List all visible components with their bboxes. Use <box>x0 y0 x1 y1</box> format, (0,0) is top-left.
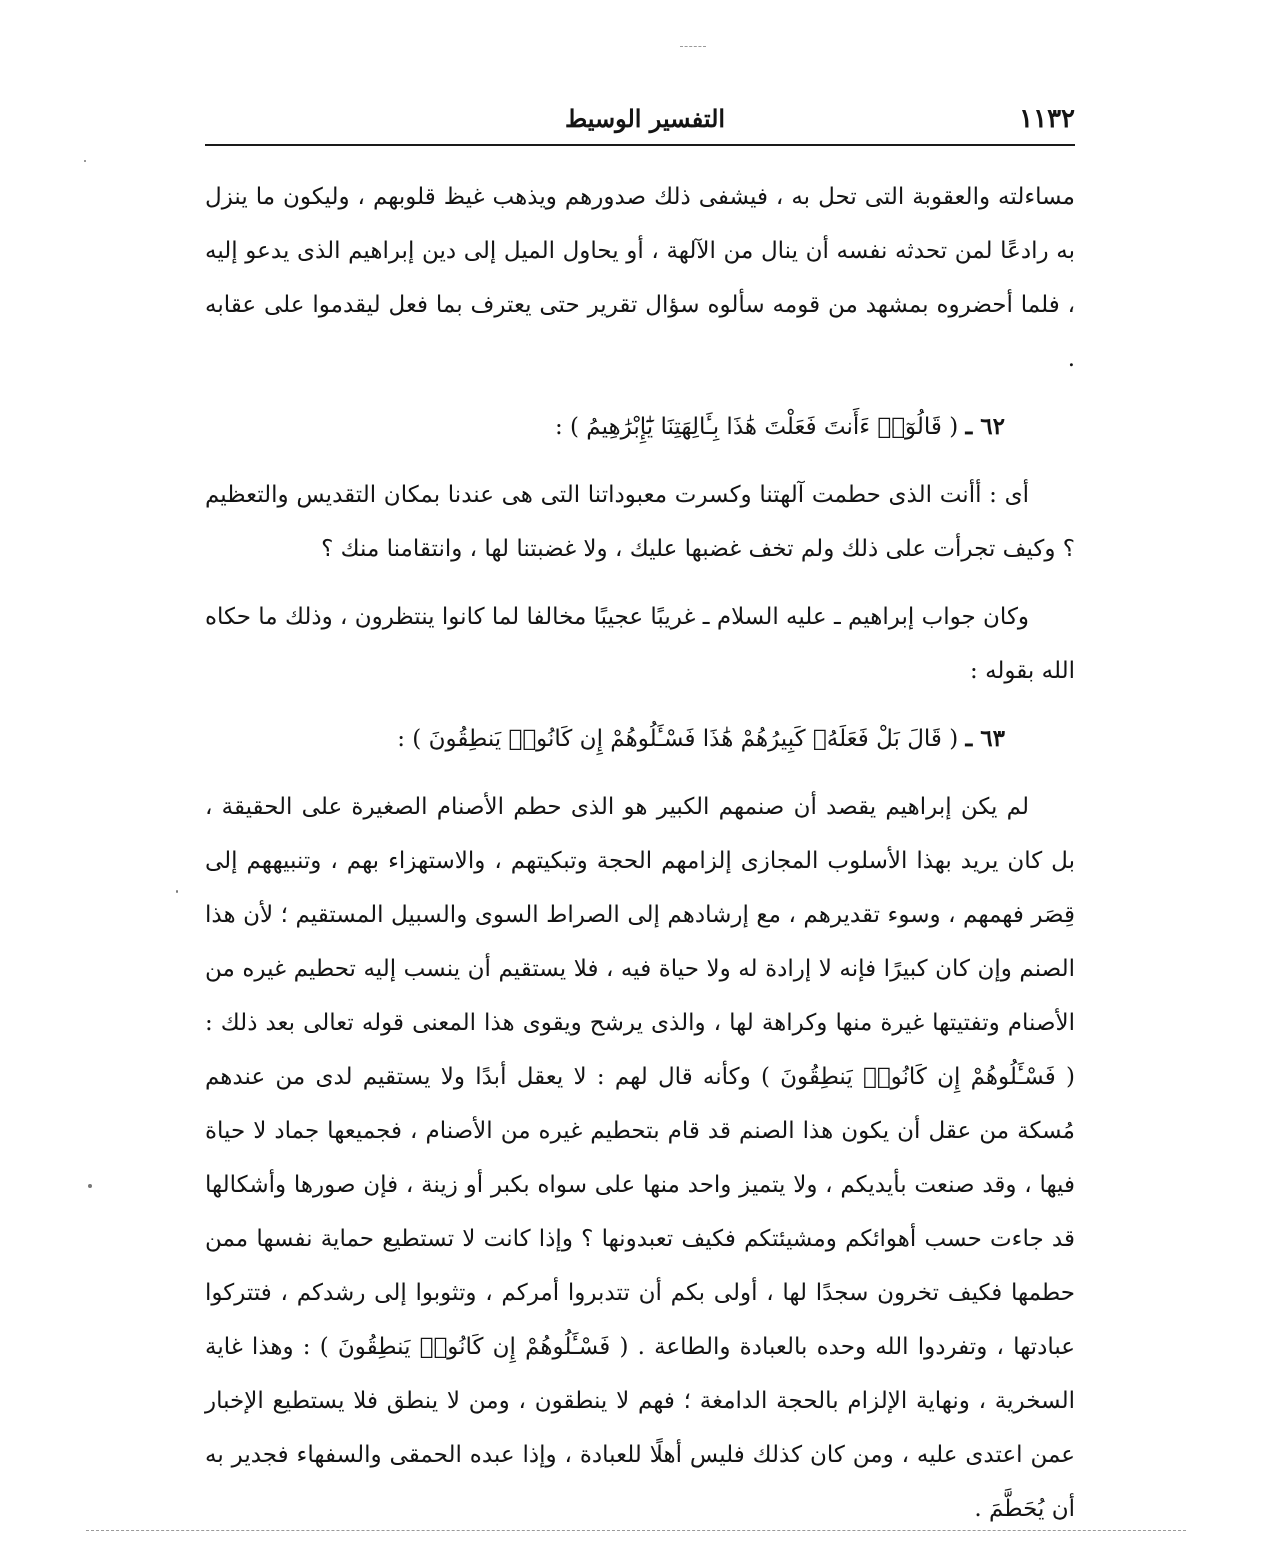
verse-number: ٦٣ ـ <box>965 725 1005 752</box>
paragraph-4: لم يكن إبراهيم يقصد أن صنمهم الكبير هو الذى حطم الأصنام الصغيرة على الحقيقة ، بل كان يريد بهذا الأسلوب المجازى إلزامهم الحجة وتبكيتهم ، والاستهزاء بهم ، وتنبيههم إلى قِصَر فهمهم ، وسوء تقديرهم ، مع إرشادهم إلى الصراط السوى والسبيل المستقيم ؛ لأن هذا الصنم وإن كان كبيرًا فإنه لا إرادة له ولا حياة فيه ، فلا يستقيم أن ينسب إليه تحطيم غيره من الأصنام وتفتيتها غيرة منها وكراهة لها ، والذى يرشح ويقوى هذا المعنى قوله تعالى بعد ذلك : ( فَسْـَٔلُوهُمْ إِن كَانُوا۟ يَنطِقُونَ ) وكأنه قال لهم : لا يعقل أبدًا ولا يستقيم لدى من عندهم مُسكة من عقل أن يكون هذا الصنم قد قام بتحطيم غيره من الأصنام ، فجميعها جماد لا حياة فيها ، وقد صنعت بأيديكم ، ولا يتميز واحد منها على سواه بكبر أو زينة ، فإن صورها وأشكالها قد جاءت حسب أهوائكم ومشيئتكم فكيف تعبدونها ؟ وإذا كانت لا تستطيع حماية نفسها ممن حطمها فكيف تخرون سجدًا لها ، أولى بكم أن تتدبروا أمركم ، وتثوبوا إلى رشدكم ، فتتركوا عبادتها ، وتفردوا الله وحده بالعبادة والطاعة . ( فَسْـَٔلُوهُمْ إِن كَانُوا۟ يَنطِقُونَ ) : وهذا غاية السخرية ، ونهاية الإلزام بالحجة الدامغة ؛ فهم لا ينطقون ، ومن لا ينطق فلا يستطيع الإخبار عمن اعتدى عليه ، ومن كان كذلك فليس أهلًا للعبادة ، وإذا عبده الحمقى والسفهاء فجدير به أن يُحَطَّمَ . <box>205 794 1075 1522</box>
scan-edge-line <box>86 1530 1186 1531</box>
scan-speck <box>176 890 178 893</box>
page-body <box>205 170 1075 1536</box>
scan-speck <box>84 160 86 162</box>
top-scan-mark <box>680 46 706 47</box>
paragraph-2: أى : أأنت الذى حطمت آلهتنا وكسرت معبوداتنا التى هى عندنا بمكان التقديس والتعظيم ؟ وكيف تجرأت على ذلك ولم تخف غضبها عليك ، ولا غضبتنا لها ، وانتقامنا منك ؟ <box>205 482 1075 562</box>
page-header <box>205 104 1075 140</box>
running-title: التفسير الوسيط <box>564 104 726 133</box>
verse-text: ( قَالَ بَلْ فَعَلَهُۥ كَبِيرُهُمْ هَٰذَا فَسْـَٔلُوهُمْ إِن كَانُوا۟ يَنطِقُونَ ) : <box>397 726 959 752</box>
paragraph-1: مساءلته والعقوبة التى تحل به ، فيشفى ذلك صدورهم ويذهب غيظ قلوبهم ، وليكون ما ينزل به رادعًا لمن تحدثه نفسه أن ينال من الآلهة ، أو يحاول الميل إلى دين إبراهيم الذى يدعو إليه ، فلما أحضروه بمشهد من قومه سألوه سؤال تقرير حتى يعترف بما فعل ليقدموا على عقابه . <box>205 184 1075 372</box>
verse-text: ( قَالُوٓا۟ ءَأَنتَ فَعَلْتَ هَٰذَا بِـَٔالِهَتِنَا يَٰٓإِبْرَٰهِيمُ ) : <box>554 414 959 440</box>
verse-number: ٦٢ ـ <box>965 413 1005 440</box>
verse-62 <box>205 400 1075 454</box>
paragraph-3: وكان جواب إبراهيم ـ عليه السلام ـ غريبًا عجيبًا مخالفا لما كانوا ينتظرون ، وذلك ما حكاه الله بقوله : <box>205 604 1075 684</box>
header-rule <box>205 144 1075 146</box>
page-number: ١١٣٢ <box>1019 104 1075 134</box>
verse-63 <box>205 712 1075 766</box>
scan-speck <box>88 1184 92 1188</box>
